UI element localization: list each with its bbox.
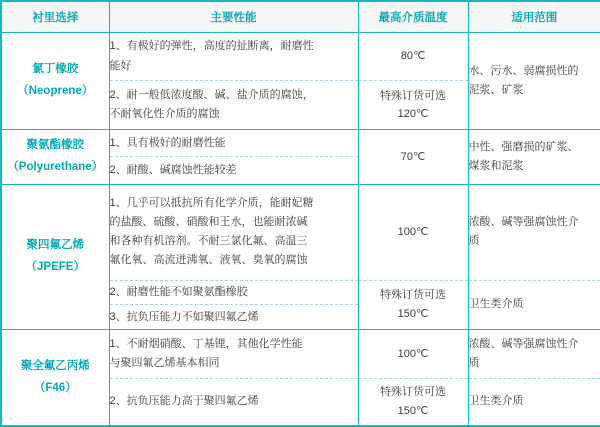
material-cell-polyurethane [1,129,109,184]
temperature-cell: 70℃ [358,129,468,184]
material-cell-fep [1,330,109,426]
material-alt-name: （F46） [33,381,77,394]
temperature-cell: 特殊订货可选 120℃ [358,81,468,129]
range-cell: 中性、强磨损的矿浆、 煤浆和泥浆 [468,129,600,184]
column-header-max-temperature: 最高介质温度 [358,1,468,33]
performance-cell: 1、有极好的弹性，高度的扯断离，耐磨性 能好 [109,33,358,81]
table-body [1,33,600,427]
table-header [1,1,600,33]
performance-cell: 3、抗负压能力不如聚四氟乙烯 [109,305,358,330]
column-header-lining: 衬里选择 [1,1,109,33]
material-name: 聚四氟乙烯 [26,239,84,252]
range-cell: 卫生类介质 [468,378,600,426]
table-row [1,33,600,81]
performance-cell: 2、耐一般低浓度酸、碱、盐介质的腐蚀， 不耐氧化性介质的腐蚀 [109,81,358,129]
table-row [1,129,600,156]
material-name: 聚全氟乙丙烯 [20,359,90,372]
temperature-cell: 特殊订货可选 150℃ [358,378,468,426]
temperature-cell: 特殊订货可选 150℃ [358,280,468,330]
range-cell: 水、污水、弱腐损性的 泥浆、矿浆 [468,33,600,130]
material-name: 氯丁橡胶 [32,63,79,76]
temperature-cell: 100℃ [358,330,468,378]
temperature-cell: 80℃ [358,33,468,81]
table-header-row [1,1,600,33]
material-name: 聚氨酯橡胶 [26,139,84,152]
table-row [1,184,600,280]
performance-cell: 2、耐酸、碱腐蚀性能较差 [109,157,358,184]
material-cell-neoprene [1,33,109,130]
performance-cell: 1、具有极好的耐磨性能 [109,129,358,156]
performance-cell: 2、耐磨性能不如聚氨酯橡胶 [109,280,358,305]
performance-cell: 1、不耐烟硝酸、丁基锂，其他化学性能 与聚四氟乙烯基本相同 [109,330,358,378]
performance-cell: 1、几乎可以抵抗所有化学介质，能耐妃糖 的盐酸、硫酸、硝酸和王水，也能耐浓碱 和各种有机溶剂。不耐三氯化氟、高温三 氟化氧、高流迸沸氧、液氧、臭氧的腐蚀 [109,184,358,280]
performance-cell: 2、抗负压能力高于聚四氟乙烯 [109,378,358,426]
range-cell: 卫生类介质 [468,280,600,330]
material-cell-ptfe [1,184,109,329]
material-alt-name: （Polyurethane） [7,160,104,173]
range-cell: 浓酸、碱等强腐蚀性介 质 [468,330,600,378]
table-row [1,330,600,378]
material-alt-name: （Neoprene） [17,84,94,97]
range-cell: 浓酸、碱等强腐蚀性介 质 [468,184,600,280]
column-header-application-range: 适用范围 [468,1,600,33]
column-header-performance: 主要性能 [109,1,358,33]
temperature-cell: 100℃ [358,184,468,280]
material-alt-name: （JPEFE） [25,261,85,274]
